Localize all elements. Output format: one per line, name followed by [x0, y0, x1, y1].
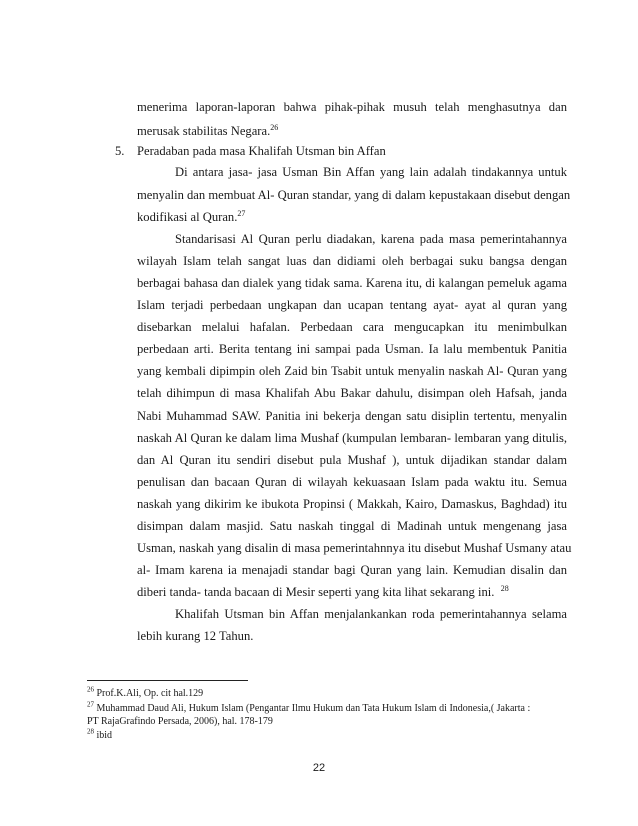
footnote-divider [87, 680, 248, 681]
text-line: dan Al Quran itu sendiri disebut pula Mushaf ), untuk dijadikan standar dalam [137, 453, 567, 467]
text-line: penulisan dan bacaan Quran di wilayah kekuasaan Islam pada waktu itu. Semua [137, 475, 567, 489]
footnote-ref-26: 26 [270, 122, 279, 132]
footnote-28: $^{28}$ ibid [87, 727, 113, 741]
text-line: Usman, naskah yang disalin di masa pemerintahnnya itu disebut Mushaf Usmany atau [137, 541, 572, 555]
footnote-27-continued: PT RajaGrafindo Persada, 2006), hal. 178-179 [87, 716, 273, 727]
text-line: diberi tanda- tanda bacaan di Mesir seperti yang kita lihat sekarang ini. $^{28}$ [137, 583, 509, 599]
footnote-ref-28: 28 [500, 583, 509, 593]
text-line: naskah yang dikirim ke ibukota Propinsi ( Makkah, Kairo, Damaskus, Baghdad) itu [137, 497, 567, 511]
text-line: Islam terjadi perbedaan ungkapan dan ucapan tentang ayat- ayat al quran yang [137, 298, 567, 312]
text-line: disebarkan melalui hafalan. Perbedaan cara mengucapkan itu menimbulkan [137, 320, 567, 334]
text-line: berbagai bahasa dan dialek yang tidak sama. Karena itu, di kalangan pemeluk agama [137, 276, 567, 290]
section-heading: Peradaban pada masa Khalifah Utsman bin Affan [137, 144, 386, 158]
text-line: Nabi Muhammad SAW. Panitia ini bekerja dengan satu disiplin tertentu, menyalin [137, 409, 567, 423]
page-number: 22 [312, 762, 326, 774]
text-line: naskah Al Quran ke dalam lima Mushaf (kumpulan lembaran- lembaran yang ditulis, [137, 431, 567, 445]
text-line: disimpan dalam masjid. Satu naskah tinggal di Madinah untuk mengenang jasa [137, 519, 567, 533]
text-line: Di antara jasa- jasa Usman Bin Affan yang lain adalah tindakannya untuk [175, 165, 567, 179]
text-line: menerima laporan-laporan bahwa pihak-pihak musuh telah menghasutnya dan [137, 100, 567, 114]
text-line: lebih kurang 12 Tahun. [137, 629, 254, 643]
text-line: kodifikasi al Quran.$^{27}$ [137, 208, 246, 224]
list-number: 5. [115, 144, 125, 158]
text-line: menyalin dan membuat Al- Quran standar, yang di dalam kepustakaan disebut dengan [137, 188, 571, 202]
text-line: wilayah Islam telah sangat luas dan didiami oleh berbagai suku bangsa dengan [137, 254, 567, 268]
text-line: Standarisasi Al Quran perlu diadakan, karena pada masa pemerintahannya [175, 232, 567, 246]
footnote-26: $^{26}$ Prof.K.Ali, Op. cit hal.129 [87, 685, 204, 699]
text-line: perbedaan arti. Berita tentang ini sampai pada Usman. Ia lalu membentuk Panitia [137, 342, 567, 356]
footnote-ref-27: 27 [237, 208, 246, 218]
text-line: telah dihimpun di masa Khalifah Abu Bakar dahulu, disimpan oleh Hafsah, janda [137, 386, 567, 400]
text-line: yang kembali dipimpin oleh Zaid bin Tsabit untuk menyalin naskah Al- Quran yang [137, 364, 567, 378]
text-line: al- Imam karena ia menajadi standar bagi Quran yang lain. Kemudian disalin dan [137, 563, 567, 577]
text-line: merusak stabilitas Negara.$^{26}$ [137, 122, 279, 138]
footnote-27: $^{27}$ Muhammad Daud Ali, Hukum Islam (Pengantar Ilmu Hukum dan Tata Hukum Islam di Indonesia,( Jakarta : [87, 700, 531, 714]
text-line: Khalifah Utsman bin Affan menjalankankan roda pemerintahannya selama [175, 607, 567, 621]
